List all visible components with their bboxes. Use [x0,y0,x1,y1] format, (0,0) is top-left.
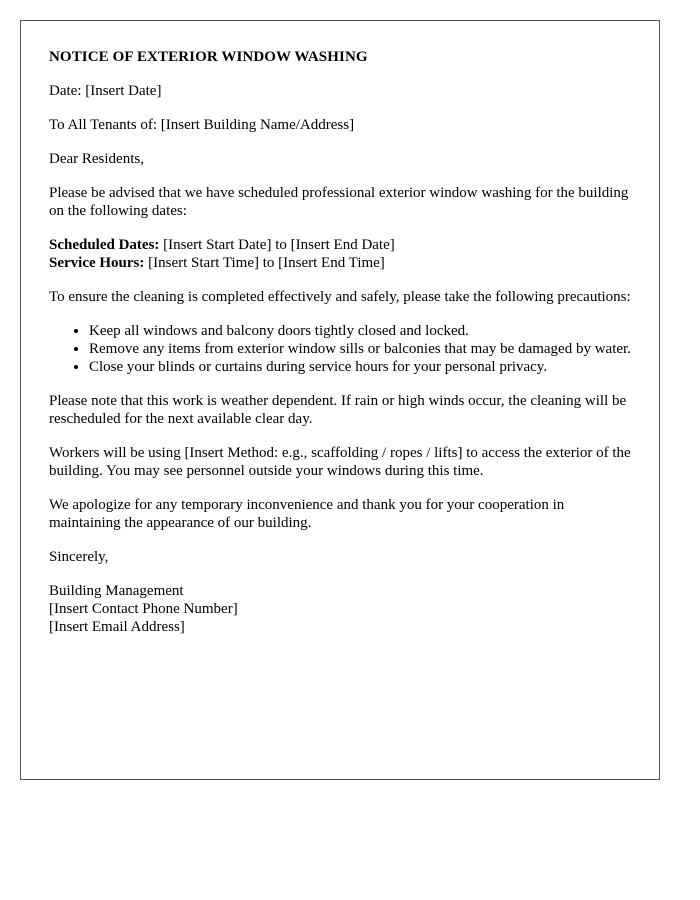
precaution-item: • Keep all windows and balcony doors tightly closed and locked. [89,322,631,340]
service-hours-value: [Insert Start Time] to [Insert End Time] [144,255,385,271]
scheduled-dates-label: Scheduled Dates: [49,237,160,253]
date-line: Date: [Insert Date] [49,83,162,99]
scheduled-dates-value: [Insert Start Date] to [Insert End Date] [159,237,395,253]
precautions-intro: To ensure the cleaning is completed effectively and safely, please take the following precautions: [49,289,631,305]
service-hours-line [49,254,631,272]
precaution-item: • Remove any items from exterior window sills or balconies that may be damaged by water. [89,340,631,358]
precaution-item: • Close your blinds or curtains during service hours for your personal privacy. [89,358,631,376]
signature-block [49,582,631,636]
apology-paragraph: We apologize for any temporary inconvenience and thank you for your cooperation in maintaining the appearance of our building. [49,497,565,531]
schedule-block [49,236,631,272]
intro-paragraph: Please be advised that we have scheduled professional exterior window washing for the building on the following dates: [49,185,629,219]
service-hours-label: Service Hours: [49,255,145,271]
precautions-list [49,322,631,376]
signature-name: Building Management [49,583,184,599]
notice-title: NOTICE OF EXTERIOR WINDOW WASHING [49,49,368,65]
notice-document [20,20,660,780]
workers-note: Workers will be using [Insert Method: e.g., scaffolding / ropes / lifts] to access the exterior of the building. You may see personnel outside your windows during this time. [49,445,631,479]
weather-note: Please note that this work is weather dependent. If rain or high winds occur, the cleaning will be rescheduled for the next available clear day. [49,393,627,427]
tenants-line: To All Tenants of: [Insert Building Name/Address] [49,117,355,133]
closing: Sincerely, [49,549,109,565]
signature-email: [Insert Email Address] [49,619,185,635]
scheduled-dates-line [49,236,631,254]
salutation: Dear Residents, [49,151,144,167]
signature-phone: [Insert Contact Phone Number] [49,601,238,617]
